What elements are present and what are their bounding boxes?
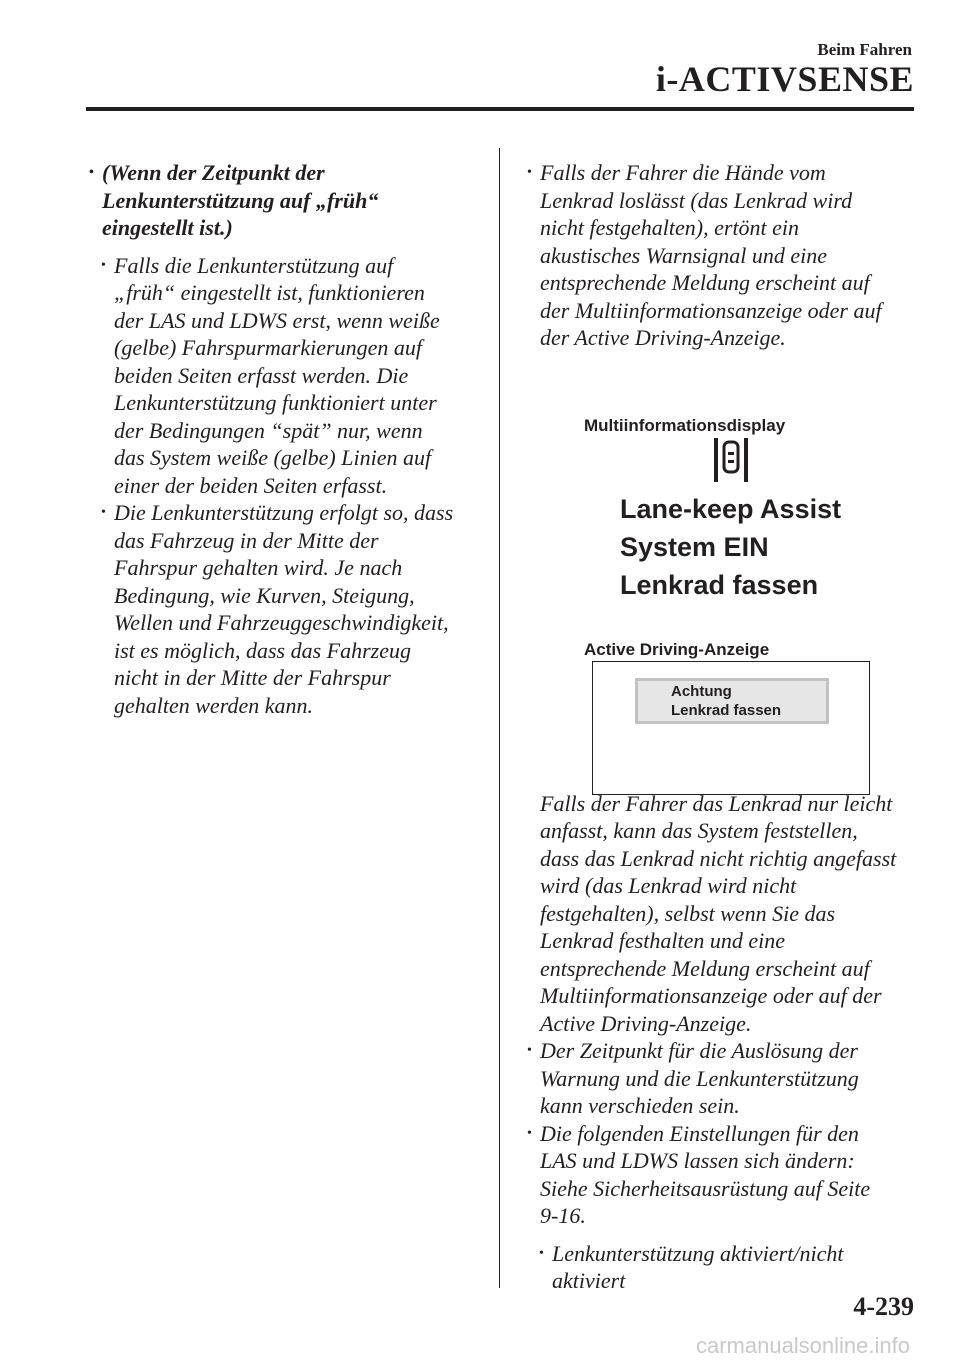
header-rule [86,107,914,111]
text-line: Der Zeitpunkt für die Auslösung der [540,1038,858,1063]
text-line: einer der beiden Seiten erfasst. [114,472,388,498]
right-column [524,159,924,1295]
text-line: (gelbe) Fahrspurmarkierungen auf [114,335,422,360]
text-line: aktiviert [552,1268,626,1293]
bullet-dot: • [101,505,106,520]
text-line: Warnung und die Lenkunterstützung [540,1065,859,1091]
display-figure [524,352,924,772]
bullet-dot: • [527,165,532,180]
text-line: nicht festgehalten), ertönt ein [540,215,800,240]
column-divider [499,148,500,1288]
text-line: nicht in der Mitte der Fahrspur [114,665,391,690]
header-section-name: Beim Fahren [817,40,912,59]
text-line: Falls der Fahrer das Lenkrad nur leicht [540,790,893,816]
text-line: Lenkunterstützung funktioniert unter [114,390,437,415]
mid-display-label: Multiinformationsdisplay [584,415,786,435]
text-line: Fahrspur gehalten wird. Je nach [114,555,403,580]
text-line: das Fahrzeug in der Mitte der [114,527,379,553]
text-line: akustisches Warnsignal und eine [540,242,827,268]
text-line: Active Driving-Anzeige. [540,1010,752,1036]
text-line: Multiinformationsanzeige oder auf der [540,983,882,1008]
message-line: Lane-keep Assist [620,493,842,524]
text-line: der Bedingungen “spät” nur, wenn [114,417,423,443]
text-line: (Wenn der Zeitpunkt der [102,160,325,185]
text-line: „früh“ eingestellt ist, funktionieren [114,280,425,305]
list-item [524,1037,924,1120]
text-line: Falls die Lenkunterstützung auf [114,252,394,278]
list-item [98,499,486,719]
message-line: System EIN [620,531,769,562]
bullet-dot: • [527,1043,532,1058]
list-item [98,252,486,500]
text-line: der Active Driving-Anzeige. [540,325,786,350]
condition-heading [86,159,486,242]
text-line: Wellen und Fahrzeuggeschwindigkeit, [114,610,449,635]
text-line: eingestellt ist.) [102,215,233,240]
text-line: dass das Lenkrad nicht richtig angefasst [540,845,897,871]
paragraph [524,790,924,1038]
text-line: 9-16. [540,1203,586,1228]
text-line: Lenkrad festhalten und eine [540,928,786,953]
page-title: i-ACTIVSENSE [655,59,914,99]
text-line: der Multiinformationsanzeige oder auf [540,297,882,323]
text-line: kann verschieden sein. [540,1093,740,1118]
active-driving-display [592,661,870,795]
mid-display-message [620,490,841,604]
list-item [524,1120,924,1230]
text-line: der LAS und LDWS erst, wenn weiße [114,307,440,333]
text-line: Die Lenkunterstützung erfolgt so, dass [114,500,454,525]
text-line: Die folgenden Einstellungen für den [540,1120,859,1146]
text-line: entsprechende Meldung erscheint auf [540,955,870,981]
active-driving-label: Active Driving-Anzeige [584,639,770,659]
warning-line: Achtung [671,682,732,700]
warning-banner [635,678,829,724]
bullet-dot: • [101,257,106,273]
text-line: wird (das Lenkrad wird nicht [540,873,797,898]
bullet-dot: • [539,1245,544,1261]
warning-line: Lenkrad fassen [671,701,782,719]
watermark: carmanualsonline.info [695,1333,910,1358]
bullet-dot: • [89,165,94,180]
left-column [86,159,486,719]
lane-keep-assist-icon [714,438,748,482]
bullet-dot: • [527,1125,532,1141]
text-line: Lenkrad loslässt (das Lenkrad wird [540,187,853,213]
text-line: festgehalten), selbst wenn Sie das [540,900,836,926]
text-line: Lenkunterstützung auf „früh“ [102,187,379,213]
text-line: gehalten werden kann. [114,692,313,718]
text-line: das System weiße (gelbe) Linien auf [114,445,432,470]
page-number: 4-239 [853,1292,914,1321]
text-line: anfasst, kann das System feststellen, [540,818,858,843]
message-line: Lenkrad fassen [620,569,819,600]
text-line: Bedingung, wie Kurven, Steigung, [114,582,415,608]
text-line: Lenkunterstützung aktiviert/nicht [552,1240,844,1266]
text-line: LAS und LDWS lassen sich ändern: [540,1148,855,1173]
text-line: Siehe Sicherheitsausrüstung auf Seite [540,1175,871,1201]
text-line: ist es möglich, dass das Fahrzeug [114,637,411,663]
list-item [524,159,924,352]
text-line: entsprechende Meldung erscheint auf [540,270,870,295]
text-line: Falls der Fahrer die Hände vom [540,160,826,185]
sub-list-item [536,1240,924,1295]
text-line: beiden Seiten erfasst werden. Die [114,362,409,388]
